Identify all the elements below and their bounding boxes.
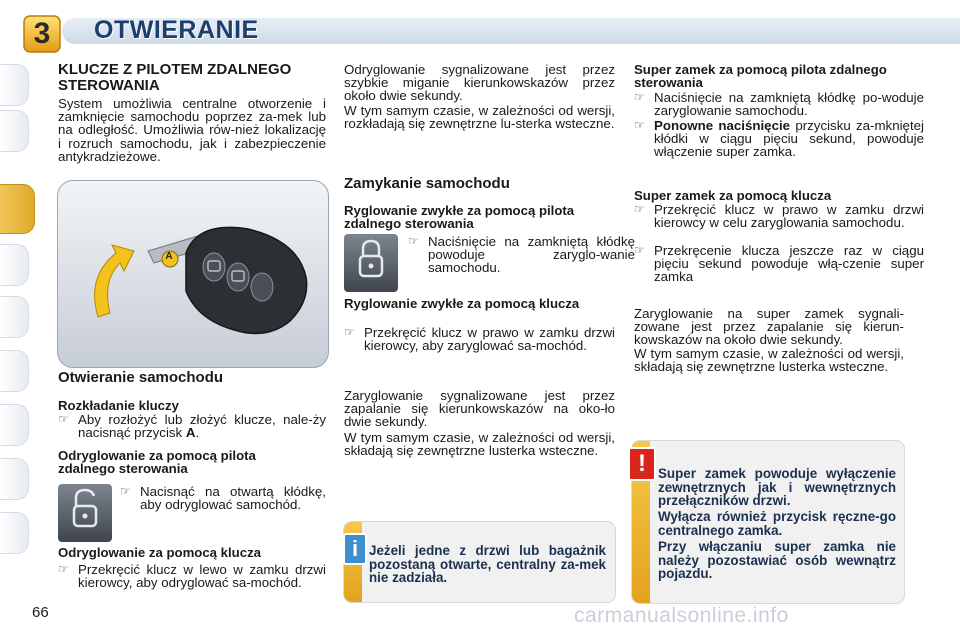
unlock-remote-bullet xyxy=(120,485,326,511)
key-illustration xyxy=(57,180,329,368)
super-key-bullet-1 xyxy=(634,203,924,229)
warning-icon: ! xyxy=(628,447,656,481)
pointing-hand-icon: ☞ xyxy=(58,412,69,426)
super-key-bullet-2 xyxy=(634,244,924,284)
opening-section-title: Otwieranie samochodu xyxy=(58,369,224,386)
side-tab-8[interactable] xyxy=(0,458,29,500)
lock-remote-text: Naciśnięcie na zamkniętą kłódkę powoduje zaryglo-wanie samochodu. xyxy=(428,234,635,276)
pointing-hand-icon: ☞ xyxy=(58,562,69,576)
side-tab-2[interactable] xyxy=(0,110,29,152)
keys-section-title: KLUCZE Z PILOTEM ZDALNEGO STEROWANIA xyxy=(58,61,292,94)
unlock-signal-text: Odryglowanie sygnalizowane jest przez szybkie miganie kierunkowskazów przez około dwie sekundy. xyxy=(344,62,615,104)
super-remote-bullet-1 xyxy=(634,91,924,117)
super-remote-text-2: przycisku za-mkniętej kłódki w ciągu pięciu sekund, powoduje włączenie super zamka. xyxy=(654,118,924,160)
warning-text-3: Przy włączaniu super zamka nie należy pozostawiać osób wewnątrz pojazdu. xyxy=(658,539,896,581)
side-tab-3-active[interactable] xyxy=(0,184,35,234)
side-tab-9[interactable] xyxy=(0,512,29,554)
pointing-hand-icon: ☞ xyxy=(120,484,131,498)
unlock-remote-title: Odryglowanie za pomocą pilota zdalnego sterowania xyxy=(58,448,256,476)
watermark: carmanualsonline.info xyxy=(574,604,789,627)
unlock-key-text: Przekręcić klucz w lewo w zamku drzwi kierowcy, aby odryglować sa-mochód. xyxy=(78,562,326,591)
unlock-remote-image xyxy=(58,484,112,542)
super-remote-text-2-bold: Ponowne naciśnięcie xyxy=(654,118,791,133)
side-tab-5[interactable] xyxy=(0,296,29,338)
side-tab-1[interactable] xyxy=(0,64,29,106)
lock-remote-image xyxy=(344,234,398,292)
side-tab-7[interactable] xyxy=(0,404,29,446)
chapter-number: 3 xyxy=(33,17,51,50)
lock-key-bullet xyxy=(344,326,615,352)
unfold-text-end: . xyxy=(195,425,200,441)
unlock-remote-text: Nacisnąć na otwartą kłódkę, aby odryglować samochód. xyxy=(140,484,326,513)
keys-intro-text: System umożliwia centralne otworzenie i zamknięcie samochodu poprzez za-mek lub na odległość. Umożliwia rów-nież lokalizację i rozruch samochodu, jak i zabezpieczenie antykradzieżowe. xyxy=(58,96,326,164)
warning-text-1: Super zamek powoduje wyłączenie zewnętrznych jak i wewnętrznych przełączników drzwi. xyxy=(658,466,896,508)
super-key-title: Super zamek za pomocą klucza xyxy=(634,188,832,203)
pointing-hand-icon: ☞ xyxy=(634,90,645,104)
super-mirrors-text: W tym samym czasie, w zależności od wersji, składają się zewnętrzne lusterka wsteczne. xyxy=(634,346,904,375)
lock-signal-text: Zaryglowanie sygnalizowane jest przez zapalanie się kierunkowskazów na oko-ło dwie sekundy. xyxy=(344,388,615,430)
super-remote-text-1: Naciśnięcie na zamkniętą kłódkę po-woduje zaryglowanie samochodu. xyxy=(654,90,924,119)
lock-key-text: Przekręcić klucz w prawo w zamku drzwi kierowcy, aby zaryglować sa-mochód. xyxy=(364,325,615,354)
lock-key-title: Ryglowanie zwykłe za pomocą klucza xyxy=(344,296,580,311)
super-lock-signal-text: Zaryglowanie na super zamek sygnali-zowane jest przez zapalanie się kierun-kowskazów na około dwie sekundy. xyxy=(634,306,904,348)
unlock-key-bullet xyxy=(58,563,326,589)
super-remote-title: Super zamek za pomocą pilota zdalnego sterowania xyxy=(634,62,887,90)
warning-text-2: Wyłącza również przycisk ręczne-go centralnego zamka. xyxy=(658,509,896,538)
super-key-text-2: Przekręcenie klucza jeszcze raz w ciągu pięciu sekund powoduje włą-czenie super zamka xyxy=(654,243,924,285)
info-icon: i xyxy=(343,533,367,565)
pointing-hand-icon: ☞ xyxy=(634,243,645,257)
unfold-title: Rozkładanie kluczy xyxy=(58,398,179,413)
side-tab-6[interactable] xyxy=(0,350,29,392)
unfold-bullet xyxy=(58,413,326,439)
pointing-hand-icon: ☞ xyxy=(408,234,419,248)
info-note-text: Jeżeli jedne z drzwi lub bagażnik pozostaną otwarte, centralny za-mek nie zadziała. xyxy=(369,543,606,585)
page-number: 66 xyxy=(32,604,49,621)
mirrors-unfold-text: W tym samym czasie, w zależności od wersji, rozkładają się zewnętrzne lu-sterka wsteczne. xyxy=(344,103,615,132)
pointing-hand-icon: ☞ xyxy=(344,325,355,339)
pointing-hand-icon: ☞ xyxy=(634,118,645,132)
super-remote-bullet-2 xyxy=(634,119,924,159)
closing-section-title: Zamykanie samochodu xyxy=(344,175,510,192)
unfold-button-ref: A xyxy=(185,425,196,441)
side-tab-4[interactable] xyxy=(0,244,29,286)
unfold-text: Aby rozłożyć lub złożyć klucze, nale-ży nacisnąć przycisk xyxy=(78,412,326,441)
lock-remote-title: Ryglowanie zwykłe za pomocą pilota zdalnego sterowania xyxy=(344,203,575,231)
mirrors-fold-text: W tym samym czasie, w zależności od wersji, składają się zewnętrzne lusterka wsteczne. xyxy=(344,430,615,459)
lock-remote-bullet xyxy=(408,235,635,275)
pointing-hand-icon: ☞ xyxy=(634,202,645,216)
super-key-text-1: Przekręcić klucz w prawo w zamku drzwi kierowcy w celu zaryglowania samochodu. xyxy=(654,202,924,231)
page-title: OTWIERANIE xyxy=(94,16,259,44)
key-button-label: A xyxy=(165,251,173,262)
unlock-key-title: Odryglowanie za pomocą klucza xyxy=(58,545,261,560)
